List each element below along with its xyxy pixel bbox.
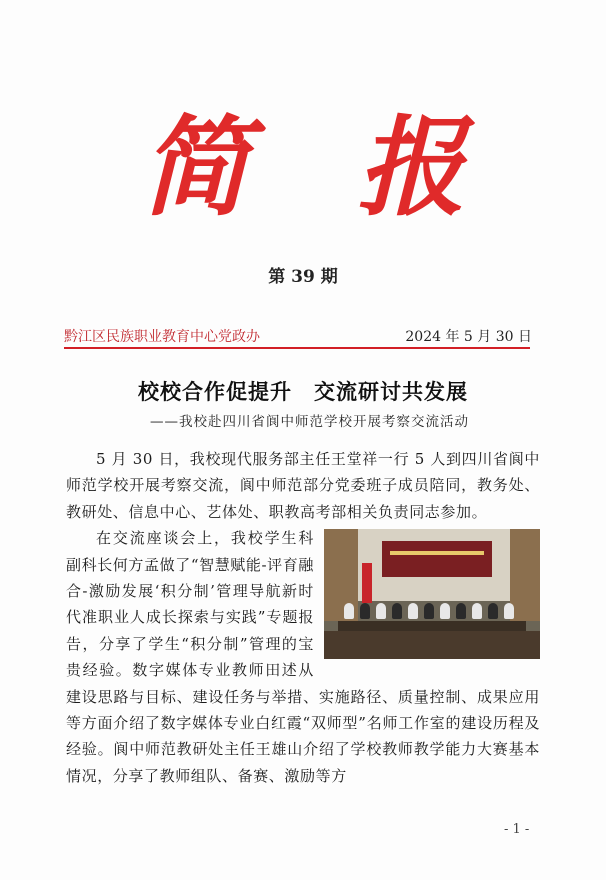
publish-date: 2024 年 5 月 30 日 bbox=[405, 329, 532, 345]
attendees bbox=[344, 601, 524, 621]
article-subtitle: ——我校赴四川省阆中师范学校开展考察交流活动 bbox=[150, 414, 469, 430]
masthead-char-1: 简 bbox=[140, 105, 249, 231]
article-title: 校校合作促提升 交流研讨共发展 bbox=[138, 379, 468, 404]
issue-number: 第 39 期 bbox=[268, 267, 338, 287]
article-body bbox=[66, 446, 540, 789]
masthead-char-2: 报 bbox=[357, 105, 466, 231]
flag-icon bbox=[362, 563, 372, 603]
publisher-unit: 黔江区民族职业教育中心党政办 bbox=[64, 329, 260, 345]
paragraph-1: 5 月 30 日，我校现代服务部主任王堂祥一行 5 人到四川省阆中师范学校开展考察交流，阆中师范部分党委班子成员陪同，教务处、教研处、信息中心、艺体处、职教高考部相关负责同志参加。 bbox=[66, 450, 540, 521]
meeting-photo bbox=[324, 529, 540, 659]
banner-screen bbox=[382, 541, 492, 577]
page-number: - 1 - bbox=[504, 822, 530, 837]
publisher-line bbox=[64, 326, 532, 346]
red-divider bbox=[64, 347, 530, 349]
paragraph-2: 在交流座谈会上，我校学生科副科长何方孟做了“智慧赋能-评育融合-激励发展‘积分制’管理导航新时代准职业人成长探索与实践”专题报告，分享了学生“积分制”管理的宝贵经验。数字媒体专业教师田述从建设思路与目标、建设任务与举措、实施路径、质量控制、成果应用等方面介绍了数字媒体专业白红霞“双师型”名师工作室的建设历程及经验。阆中师范教研处主任王雄山介绍了学校教师教学能力大赛基本情况，分享了教师组队、备赛、激励等方 bbox=[66, 529, 540, 785]
meeting-table bbox=[338, 621, 526, 631]
masthead-title bbox=[0, 105, 606, 231]
